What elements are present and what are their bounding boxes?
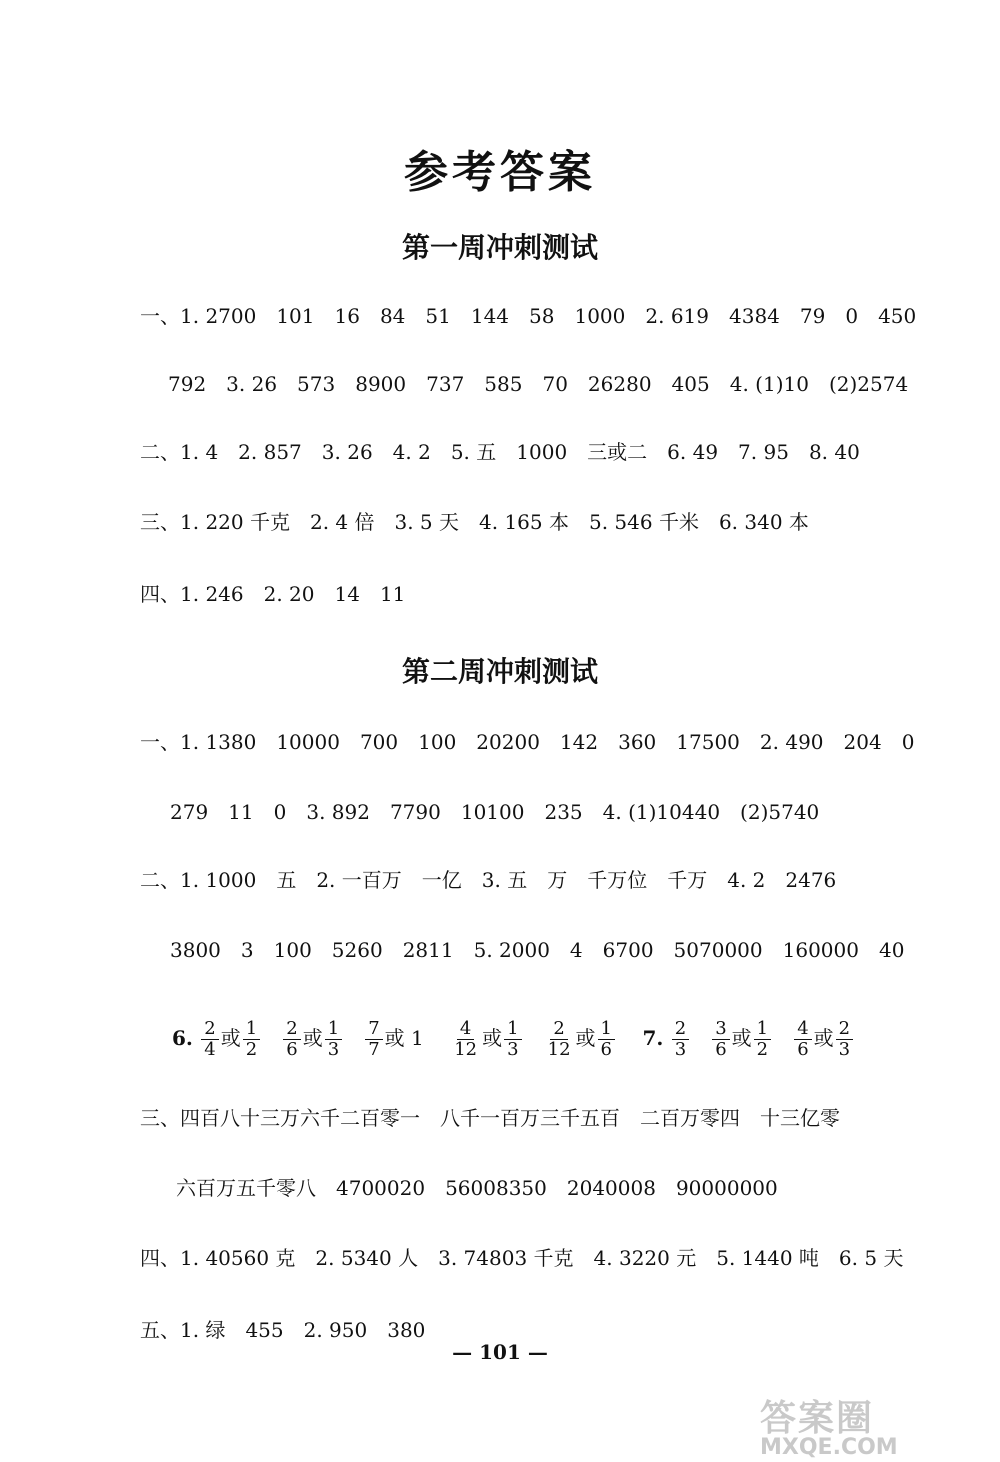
fraction: $\frac{1}{2}$	[754, 1019, 771, 1060]
fraction: $\frac{2}{3}$	[672, 1019, 689, 1060]
watermark-logo: 答案圈 MXQE.COM	[760, 1398, 898, 1460]
section-heading-week-2: 第二周冲刺测试	[401, 655, 598, 688]
fraction: $\frac{1}{6}$	[598, 1019, 615, 1060]
answer-line: 四、1. 246 2. 20 14 11	[140, 582, 406, 606]
fraction-answer-line: 6. $\frac{2}{4}$ 或 $\frac{1}{2}$ $\frac{2}{6}$ 或 $\frac{1}{3}$ $\frac{7}{7}$ 或 1 $\frac{4}{12}$ 或 $\frac{1}{3}$ $\frac{2}{12}$ 或 $\frac{1}{6}$ 7. $\frac{2}{3}$ $\frac{3}{6}$ 或 $\frac{1}{2}$ $\frac{4}{6}$ 或 $\frac{2}{3}$	[172, 1014, 855, 1062]
answer-line: 一、1. 1380 10000 700 100 20200 142 360 17500 2. 490 204 0	[140, 730, 915, 754]
page-number: — 101 —	[452, 1340, 548, 1364]
section-heading-week-1: 第一周冲刺测试	[401, 231, 598, 264]
fraction: $\frac{7}{7}$	[365, 1019, 382, 1060]
answer-line: 279 11 0 3. 892 7790 10100 235 4. (1)10440 (2)5740	[170, 800, 820, 824]
fraction: $\frac{2}{6}$	[283, 1019, 300, 1060]
question-number: 7.	[642, 1026, 664, 1050]
fraction: $\frac{2}{4}$	[201, 1019, 218, 1060]
answer-line: 三、1. 220 千克 2. 4 倍 3. 5 天 4. 165 本 5. 546 千米 6. 340 本	[140, 510, 809, 534]
answer-line: 3800 3 100 5260 2811 5. 2000 4 6700 5070000 160000 40	[170, 938, 905, 962]
fraction: $\frac{3}{6}$	[712, 1019, 729, 1060]
answer-line: 二、1. 1000 五 2. 一百万 一亿 3. 五 万 千万位 千万 4. 2 2476	[140, 868, 837, 892]
fraction: $\frac{2}{3}$	[836, 1019, 853, 1060]
fraction: $\frac{4}{6}$	[794, 1019, 811, 1060]
answer-line: 三、四百八十三万六千二百零一 八千一百万三千五百 二百万零四 十三亿零	[140, 1106, 840, 1130]
fraction: $\frac{1}{2}$	[243, 1019, 260, 1060]
answer-line: 一、1. 2700 101 16 84 51 144 58 1000 2. 619 4384 79 0 450	[140, 304, 917, 328]
fraction: $\frac{1}{3}$	[504, 1019, 521, 1060]
answer-line: 二、1. 4 2. 857 3. 26 4. 2 5. 五 1000 三或二 6. 49 7. 95 8. 40	[140, 440, 860, 464]
fraction: $\frac{2}{12}$	[547, 1018, 571, 1060]
answer-line: 792 3. 26 573 8900 737 585 70 26280 405 4. (1)10 (2)2574	[168, 372, 909, 396]
answer-line: 六百万五千零八 4700020 56008350 2040008 90000000	[176, 1176, 778, 1200]
question-number: 6.	[172, 1026, 193, 1050]
page-title: 参考答案	[404, 147, 596, 198]
fraction: $\frac{1}{3}$	[325, 1019, 342, 1060]
fraction: $\frac{4}{12}$	[454, 1018, 478, 1060]
answer-line: 五、1. 绿 455 2. 950 380	[140, 1318, 426, 1342]
answer-line: 四、1. 40560 克 2. 5340 人 3. 74803 千克 4. 3220 元 5. 1440 吨 6. 5 天	[140, 1246, 904, 1270]
